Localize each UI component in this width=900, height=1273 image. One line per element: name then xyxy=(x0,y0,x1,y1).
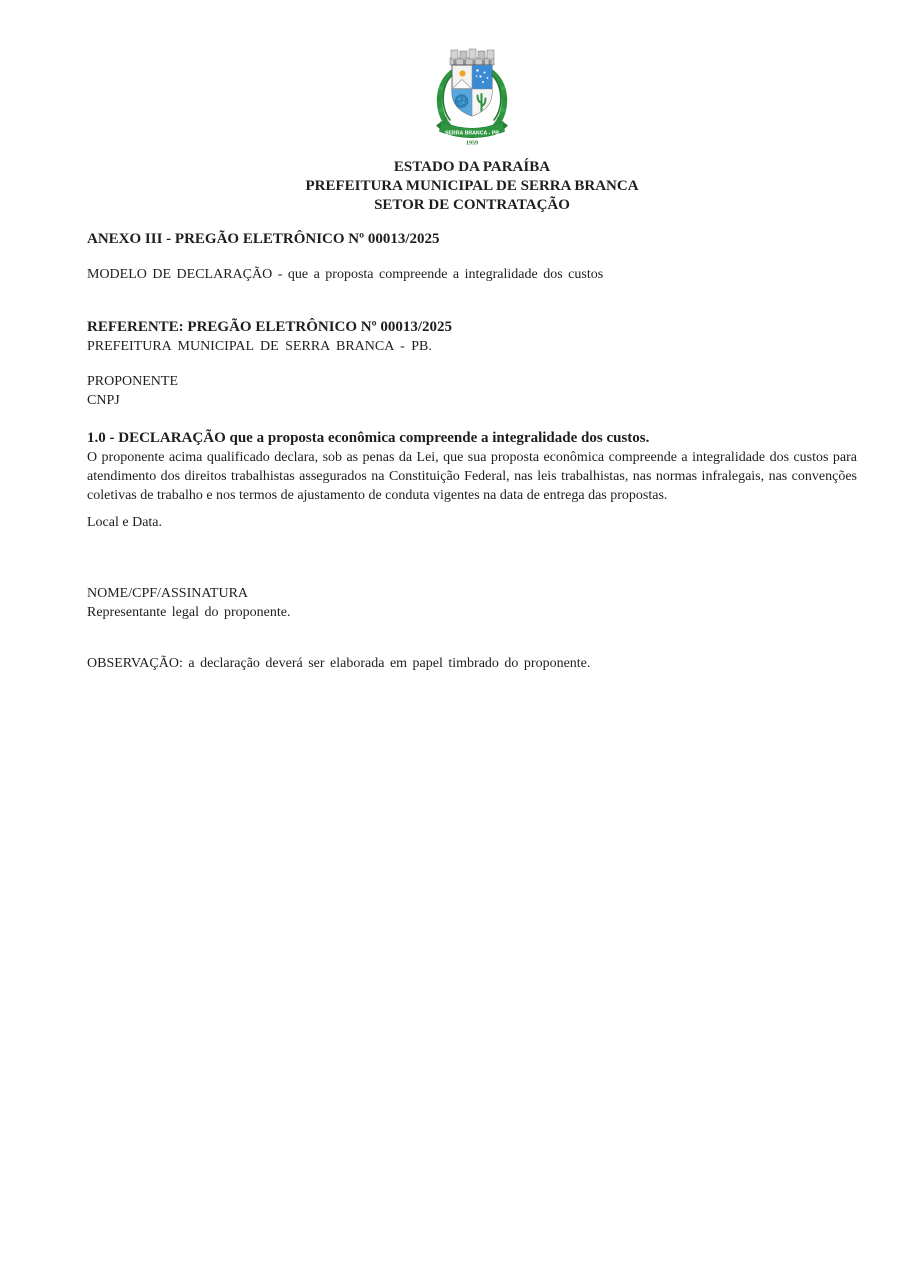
legal-representative-line: Representante legal do proponente. xyxy=(87,605,291,620)
sun-icon xyxy=(459,70,465,76)
model-declaration-line: MODELO DE DECLARAÇÃO - que a proposta compreende a integralidade dos custos xyxy=(87,267,604,282)
dam-icon xyxy=(455,95,468,108)
laurel-right-icon xyxy=(490,71,507,125)
mural-crown-icon xyxy=(450,49,494,65)
org-header xyxy=(87,158,857,215)
declaration-heading: 1.0 - DECLARAÇÃO que a proposta econômica compreende a integralidade dos custos. xyxy=(87,430,650,446)
signature-block xyxy=(87,584,857,622)
shield-icon xyxy=(452,65,492,116)
municipality-name: PREFEITURA MUNICIPAL DE SERRA BRANCA xyxy=(305,178,639,194)
stars-quadrant xyxy=(472,65,492,89)
founding-year: 1959 xyxy=(466,140,478,146)
state-name: ESTADO DA PARAÍBA xyxy=(393,159,551,175)
banner-text: SERRA BRANCA - PB xyxy=(445,130,500,137)
logo-container xyxy=(87,0,857,152)
department-name: SETOR DE CONTRATAÇÃO xyxy=(374,197,570,213)
observation-note: OBSERVAÇÃO: a declaração deverá ser elaborada em papel timbrado do proponente. xyxy=(87,656,591,671)
signature-line: NOME/CPF/ASSINATURA xyxy=(87,586,249,601)
declaration-body: O proponente acima qualificado declara, sob as penas da Lei, que sua proposta econômica compreende a integralidade dos custos para atendimento dos direitos trabalhistas assegurados na Constituição Federal, nas leis trabalhistas, nas normas infralegais, nas convenções coletivas de trabalho e nos termos de ajustamento de conduta vigentes na data de entrega das propostas. xyxy=(87,450,857,503)
proponent-label: PROPONENTE xyxy=(87,374,179,389)
cnpj-label: CNPJ xyxy=(87,393,120,408)
reference-block xyxy=(87,318,857,356)
serra-branca-coat-of-arms-icon xyxy=(431,44,513,146)
reference-subtitle: PREFEITURA MUNICIPAL DE SERRA BRANCA - PB. xyxy=(87,339,432,354)
reference-title: REFERENTE: PREGÃO ELETRÔNICO Nº 00013/2025 xyxy=(87,319,452,335)
laurel-left-icon xyxy=(437,71,454,125)
place-and-date-line: Local e Data. xyxy=(87,515,163,530)
annex-title: ANEXO III - PREGÃO ELETRÔNICO Nº 00013/2025 xyxy=(87,231,440,247)
proponent-block xyxy=(87,372,857,410)
banner-ribbon-icon xyxy=(436,121,508,138)
